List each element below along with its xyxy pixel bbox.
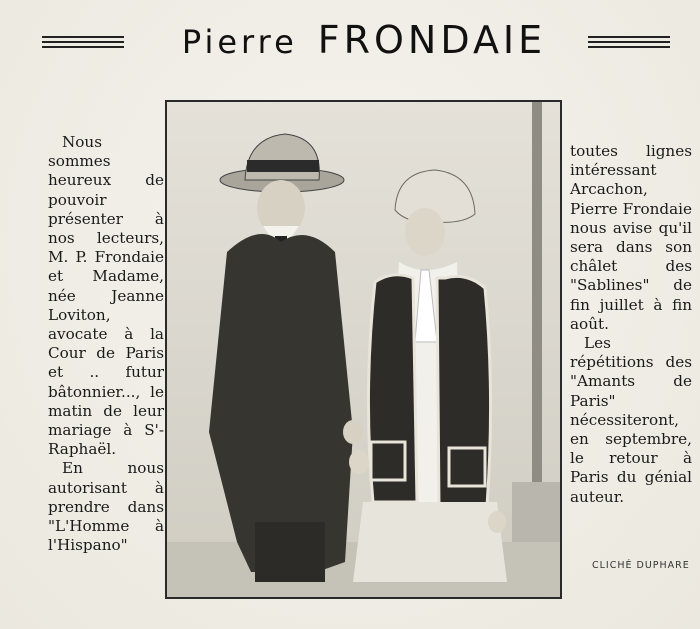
title-rule-right: [588, 36, 670, 50]
article-title: [138, 18, 590, 62]
title-last-name: FRONDAIE: [317, 18, 547, 62]
wedding-photograph: [165, 100, 562, 599]
title-rule-left: [42, 36, 124, 50]
photo-credit: CLICHÉ DUPHARE: [592, 560, 690, 571]
right-text-column: [570, 142, 692, 507]
paragraph: Les répétitions des "Amants de Paris" nécessiteront, en septembre, le retour à Paris du génial auteur.: [570, 334, 692, 506]
paragraph: En nous autorisant à prendre dans "L'Homme à l'Hispano": [48, 459, 164, 555]
paragraph: toutes lignes intéressant Arcachon, Pierre Frondaie nous avise qu'il sera dans son châlet des "Sablines" de fin juillet à fin août.: [570, 142, 692, 333]
photo-illustration: [167, 102, 560, 597]
article-header: [0, 18, 700, 74]
title-first-name: Pierre: [181, 23, 298, 61]
paragraph: Nous sommes heureux de pouvoir présenter à nos lecteurs, M. P. Frondaie et Madame, née Jeanne Loviton, avocate à la Cour de Paris et .. futur bâtonnier..., le matin de leur mariage à S'-Raphaël.: [48, 133, 164, 459]
left-text-column: [48, 133, 164, 555]
